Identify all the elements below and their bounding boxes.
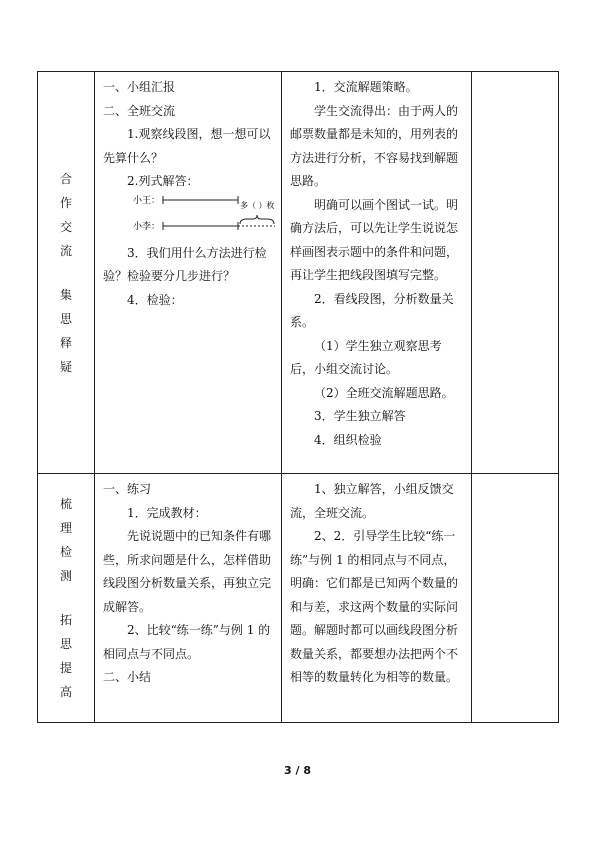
- section-label-cell: [38, 474, 95, 723]
- student-activity-cell: [282, 474, 472, 723]
- lesson-plan-table: [37, 71, 559, 723]
- section-label-cell: [38, 72, 95, 474]
- section-label-b: 集 思 释 疑: [59, 287, 72, 374]
- section-label-a: 合 作 交 流: [59, 171, 72, 258]
- notes-cell: [472, 72, 559, 474]
- text-line: 3．学生独立解答: [314, 409, 406, 423]
- teacher-activity-cell: [95, 72, 282, 474]
- text-line: 明确可以画个图试一试。明确方法后，可以先让学生说说怎样画图表示题中的条件和问题，再让学生把线段图填写完整。: [290, 197, 459, 282]
- text-line: 1.观察线段图，想一想可以先算什么？: [103, 127, 271, 165]
- text-line: 2、比较“练一练”与例 1 的相同点与不同点。: [103, 623, 271, 661]
- heading-line: 一、小组汇报: [103, 80, 176, 94]
- text-line: （2）全班交流解题思路。: [314, 385, 454, 400]
- table-row: [38, 72, 559, 474]
- text-line: 学生交流得出：由于两人的邮票数量都是未知的，用列表的方法进行分析，不容易找到解题思路。: [290, 103, 459, 188]
- heading-line: 一、练习: [103, 482, 152, 496]
- text-line: 2、2．引导学生比较“练一练”与例 1 的相同点与不同点，明确：它们都是已知两个数量的和与差，求这两个数量的实际问题。解题时都可以画线段图分析数量关系，都要想办法把两个不相等的数量转化为相等的数量。: [290, 529, 459, 684]
- line-segment-diagram: [103, 194, 275, 238]
- text-line: 4．组织检验: [314, 432, 382, 447]
- text-line: 2.列式解答：: [127, 174, 199, 188]
- text-line: （1）学生独立观察思考后，小组交流讨论。: [290, 338, 442, 376]
- text-line: 1．完成教材：: [127, 505, 207, 520]
- notes-cell: [472, 474, 559, 723]
- page-number: 3 / 8: [284, 764, 311, 777]
- text-line: 先说说题中的已知条件有哪些，所求问题是什么，怎样借助线段图分析数量关系，再独立完成解答。: [103, 529, 272, 614]
- heading-line: 二、小结: [103, 670, 152, 684]
- text-line: 1．交流解题策略。: [314, 80, 418, 94]
- diagram-brace-label: 多（ ）枚: [240, 200, 275, 210]
- text-line: 2．看线段图，分析数量关系。: [290, 291, 454, 329]
- section-label-a: 梳 理 检 测: [59, 497, 72, 583]
- teacher-activity-cell: [95, 474, 282, 723]
- table-row: [38, 474, 559, 723]
- text-line: 4．检验：: [127, 292, 183, 307]
- diagram-label-top: 小王：: [133, 195, 161, 206]
- section-label-b: 拓 思 提 高: [59, 613, 72, 699]
- text-line: 1、独立解答，小组反馈交流，全班交流。: [290, 482, 454, 520]
- heading-line: 二、全班交流: [103, 103, 176, 118]
- text-line: 3．我们用什么方法进行检验？检验要分几步进行？: [103, 245, 267, 283]
- student-activity-cell: [282, 72, 472, 474]
- diagram-label-bottom: 小李：: [133, 221, 161, 232]
